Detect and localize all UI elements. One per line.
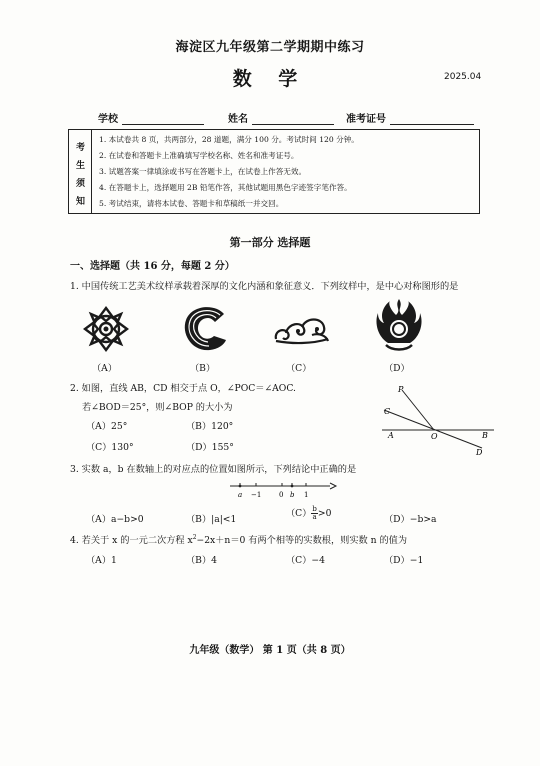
question-1-text: 1. 中国传统工艺美术纹样承载着深厚的文化内涵和象征意义．下列纹样中，是中心对称图形的是 — [70, 281, 459, 292]
pattern-c-image — [272, 313, 332, 347]
question-1-option-d: （D） — [384, 363, 410, 374]
question-2-option-d: （D）155° — [186, 442, 234, 453]
pattern-a-image — [82, 305, 130, 353]
figure-label-d: D — [476, 448, 483, 456]
school-blank — [122, 114, 204, 125]
question-2-option-b: （B）120° — [186, 421, 234, 432]
figure-label-b: B — [482, 431, 488, 440]
question-3-text: 3. 实数 a，b 在数轴上的对应点的位置如图所示，下列结论中正确的是 — [70, 464, 357, 475]
question-4-option-d: （D）−1 — [384, 555, 424, 566]
school-field — [98, 110, 204, 125]
axis-label-one: 1 — [304, 491, 309, 499]
number-line-figure — [228, 478, 338, 500]
question-1-option-a: （A） — [92, 363, 118, 374]
name-label: 姓名 — [228, 114, 248, 125]
notice-rule: 2. 在试卷和答题卡上准确填写学校名称、姓名和准考证号。 — [99, 151, 299, 160]
part-heading: 一、选择题（共 16 分，每题 2 分） — [70, 261, 235, 272]
page-footer: 九年级（数学） 第 1 页（共 8 页） — [189, 645, 351, 656]
question-4-text — [70, 532, 407, 546]
name-field — [228, 110, 334, 125]
figure-label-a: A — [388, 431, 394, 440]
notice-heading — [69, 130, 92, 213]
question-3-option-b: （B）|a|<1 — [186, 514, 237, 525]
notice-rule: 1. 本试卷共 8 页，共两部分，28 道题，满分 100 分。考试时间 120 分钟。 — [99, 135, 359, 144]
subject-title: 数 学 — [232, 68, 308, 90]
axis-label-b: b — [290, 491, 295, 499]
question-4-option-b: （B）4 — [186, 555, 217, 566]
figure-label-p: P — [398, 385, 404, 394]
notice-rule: 3. 试题答案一律填涂或书写在答题卡上，在试卷上作答无效。 — [99, 167, 307, 176]
question-4-text-start: 4. 若关于 x 的一元二次方程 x — [70, 535, 193, 546]
fraction-numerator: b — [312, 505, 317, 513]
question-4-option-c: （C）−4 — [286, 555, 325, 566]
notice-heading-char: 生 — [76, 161, 86, 171]
exam-title: 海淀区九年级第二学期期中练习 — [175, 40, 365, 55]
exam-number-label: 准考证号 — [346, 114, 386, 125]
axis-label-a: a — [238, 491, 243, 499]
notice-rule: 5. 考试结束，请将本试卷、答题卡和草稿纸一并交回。 — [99, 199, 284, 208]
notice-rules — [99, 132, 359, 212]
question-2-figure — [376, 384, 502, 456]
question-2-option-c: （C）130° — [86, 442, 134, 453]
figure-label-o: O — [431, 432, 438, 441]
question-2-text-line2: 若∠BOD＝25°，则∠BOP 的大小为 — [82, 402, 233, 413]
option-c-suffix: >0 — [317, 508, 332, 519]
question-4-text-end: −2x＋n＝0 有两个相等的实数根，则实数 n 的值为 — [196, 535, 408, 546]
question-2-option-a: （A）25° — [86, 421, 128, 432]
pattern-d-image — [374, 297, 424, 355]
exam-date: 2025.04 — [444, 72, 482, 82]
notice-heading-char: 知 — [76, 197, 86, 207]
name-blank — [252, 114, 334, 125]
notice-rule: 4. 在答题卡上，选择题用 2B 铅笔作答，其他试题用黑色字迹签字笔作答。 — [99, 183, 352, 192]
square-exponent: 2 — [192, 533, 197, 541]
fraction-denominator: a — [312, 513, 317, 521]
section-title: 第一部分 选择题 — [229, 236, 311, 249]
question-2-text: 2. 如图，直线 AB，CD 相交于点 O，∠POC＝∠AOC. — [70, 383, 296, 394]
option-c-prefix: （C） — [286, 508, 312, 519]
question-1-option-c: （C） — [286, 363, 312, 374]
axis-label-zero: 0 — [279, 491, 284, 499]
exam-number-blank — [390, 114, 474, 125]
exam-number-field — [346, 110, 474, 125]
notice-heading-char: 须 — [76, 179, 86, 189]
notice-box — [68, 129, 480, 214]
question-4-option-a: （A）1 — [86, 555, 117, 566]
axis-label-minus-one: −1 — [251, 491, 262, 499]
school-label: 学校 — [98, 114, 118, 125]
question-3-option-c — [286, 505, 331, 521]
question-1-option-b: （B） — [190, 363, 216, 374]
pattern-b-image — [180, 302, 230, 354]
question-3-option-d: （D）−b>a — [384, 514, 437, 525]
figure-label-c: C — [384, 407, 391, 416]
question-3-option-a: （A）a−b>0 — [86, 514, 144, 525]
notice-heading-char: 考 — [76, 143, 86, 153]
